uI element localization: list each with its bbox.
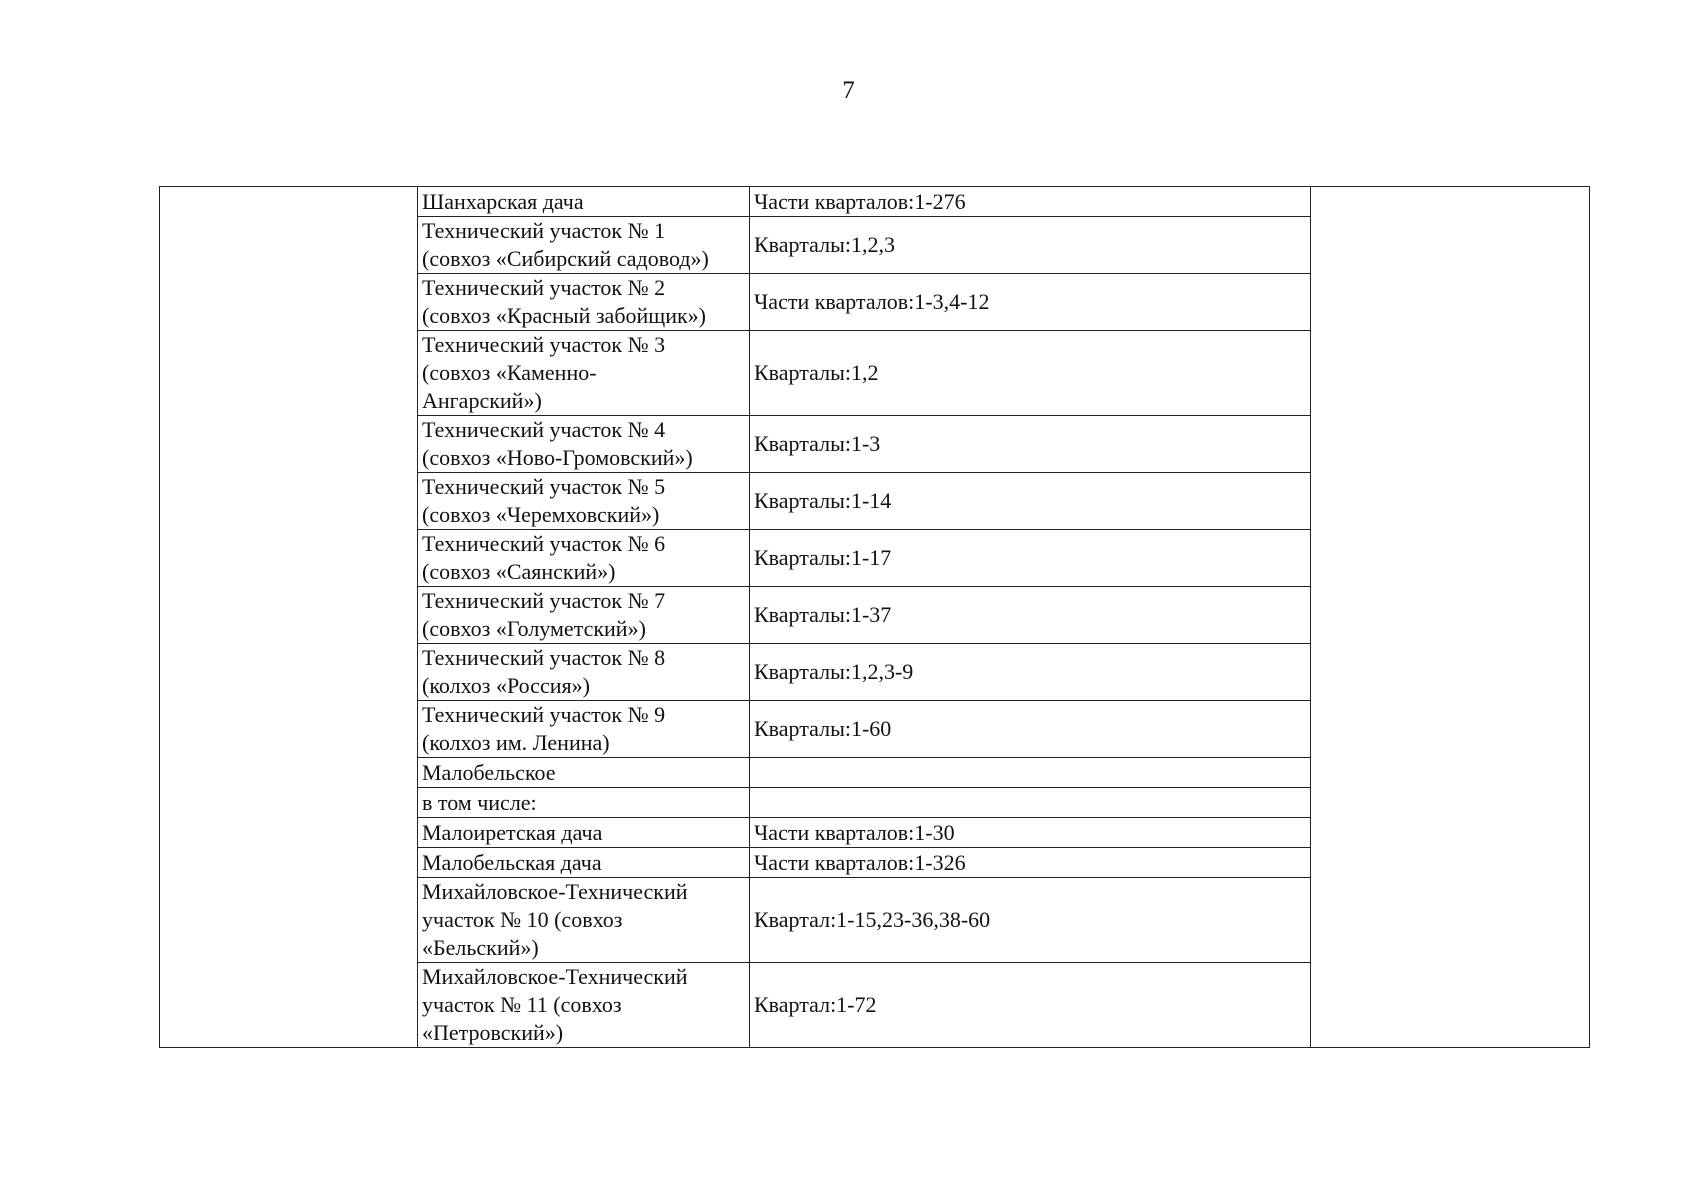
area-name-cell: Михайловское-Технический участок № 11 (совхоз «Петровский»)	[418, 963, 750, 1048]
area-name-cell: в том числе:	[418, 788, 750, 818]
table-body	[160, 187, 1590, 1048]
right-empty-column	[1311, 187, 1590, 1048]
quarters-cell: Части кварталов:1-326	[750, 848, 1311, 878]
area-name-cell: Технический участок № 4 (совхоз «Ново-Громовский»)	[418, 416, 750, 473]
quarters-cell	[750, 758, 1311, 788]
quarters-cell: Кварталы:1-3	[750, 416, 1311, 473]
area-name-cell: Технический участок № 5 (совхоз «Черемховский»)	[418, 473, 750, 530]
left-empty-column	[160, 187, 418, 1048]
quarters-cell: Кварталы:1-60	[750, 701, 1311, 758]
quarters-cell: Квартал:1-72	[750, 963, 1311, 1048]
area-name-cell: Малоиретская дача	[418, 818, 750, 848]
quarters-cell: Кварталы:1,2	[750, 331, 1311, 416]
area-name-cell: Технический участок № 8 (колхоз «Россия»)	[418, 644, 750, 701]
area-name-cell: Технический участок № 9 (колхоз им. Ленина)	[418, 701, 750, 758]
quarters-cell: Кварталы:1-37	[750, 587, 1311, 644]
area-name-cell: Технический участок № 2 (совхоз «Красный забойщик»)	[418, 274, 750, 331]
area-name-cell: Малобельская дача	[418, 848, 750, 878]
area-name-cell: Технический участок № 3 (совхоз «Каменно- Ангарский»)	[418, 331, 750, 416]
quarters-cell: Части кварталов:1-276	[750, 187, 1311, 217]
area-name-cell: Шанхарская дача	[418, 187, 750, 217]
quarters-cell: Части кварталов:1-3,4-12	[750, 274, 1311, 331]
area-name-cell: Технический участок № 6 (совхоз «Саянский»)	[418, 530, 750, 587]
forest-quarters-table	[159, 186, 1590, 1048]
quarters-cell: Кварталы:1-17	[750, 530, 1311, 587]
quarters-cell: Кварталы:1,2,3-9	[750, 644, 1311, 701]
quarters-cell: Кварталы:1-14	[750, 473, 1311, 530]
page-number: 7	[842, 77, 855, 104]
area-name-cell: Технический участок № 1 (совхоз «Сибирский садовод»)	[418, 217, 750, 274]
area-name-cell: Малобельское	[418, 758, 750, 788]
quarters-cell: Квартал:1-15,23-36,38-60	[750, 878, 1311, 963]
quarters-cell: Части кварталов:1-30	[750, 818, 1311, 848]
area-name-cell: Михайловское-Технический участок № 10 (совхоз «Бельский»)	[418, 878, 750, 963]
quarters-cell	[750, 788, 1311, 818]
quarters-cell: Кварталы:1,2,3	[750, 217, 1311, 274]
area-name-cell: Технический участок № 7 (совхоз «Голуметский»)	[418, 587, 750, 644]
table-row	[160, 187, 1590, 217]
